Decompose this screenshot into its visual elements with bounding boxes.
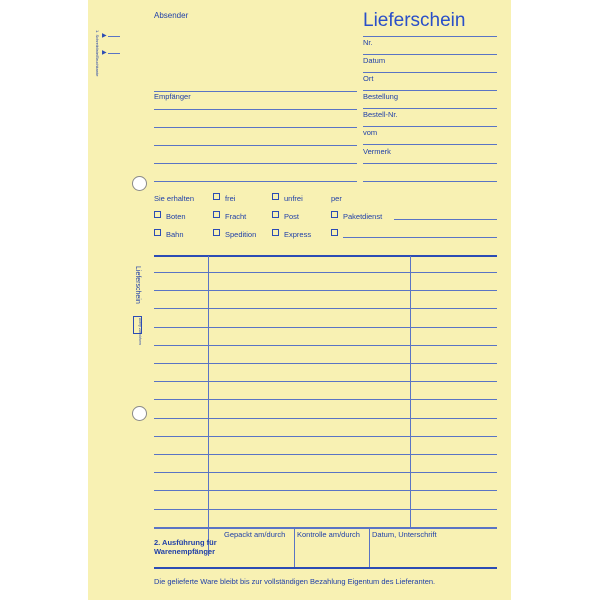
bahn-checkbox[interactable] [154,229,161,236]
table-row-rule [154,308,497,309]
page-title: Lieferschein [363,10,466,31]
paketdienst-line [394,219,497,220]
fracht-checkbox[interactable] [213,211,220,218]
spedition-label: Spedition [225,230,257,239]
table-row-rule [154,472,497,473]
table-row-rule [154,290,497,291]
table-bottom-rule [154,567,497,569]
other-shipping-checkbox[interactable] [331,229,338,236]
fracht-label: Fracht [225,212,247,221]
vermerk-line [363,163,497,164]
table-row-rule [154,418,497,419]
punch-hole-top [132,176,147,191]
table-row-rule [154,509,497,510]
vermerk-label: Vermerk [363,147,391,156]
table-row-rule [154,399,497,400]
datum-unterschrift-label: Datum, Unterschrift [372,530,437,539]
express-checkbox[interactable] [272,229,279,236]
vom-line [363,144,497,145]
datum-label: Datum [363,56,386,65]
nr-line [363,54,497,55]
bahn-label: Bahn [166,230,184,239]
fold-mark-label: 1. Schreiblinie/Bruchkante [95,30,100,77]
table-row-rule [154,490,497,491]
brand-logo-text: Avery Zweckform [138,318,142,345]
table-row-rule [154,327,497,328]
table-row-rule [154,272,497,273]
paketdienst-checkbox[interactable] [331,211,338,218]
signature-top-rule [154,528,497,529]
post-label: Post [284,212,300,221]
recipient-line [154,109,357,110]
other-shipping-line [343,237,497,238]
ort-line [363,90,497,91]
bestellung-label: Bestellung [363,92,399,101]
recipient-line [154,127,357,128]
fold-mark-arrow: ▶ [102,50,107,56]
table-column-rule [208,256,209,556]
kontrolle-label: Kontrolle am/durch [297,530,360,539]
ort-label: Ort [363,74,374,83]
fold-mark-line [108,53,120,54]
express-label: Express [284,230,312,239]
footer-note: Die gelieferte Ware bleibt bis zur vollständigen Bezahlung Eigentum des Lieferanten. [154,577,436,586]
table-column-rule [410,256,411,527]
bestell-nr-line [363,126,497,127]
table-row-rule [154,345,497,346]
spedition-checkbox[interactable] [213,229,220,236]
recipient-line [154,181,357,182]
table-row-rule [154,436,497,437]
vom-label: vom [363,128,378,137]
recipient-line [154,145,357,146]
punch-hole-bottom [132,406,147,421]
boten-label: Boten [166,212,186,221]
copy-note-line2: Warenempfänger [154,547,215,556]
title-line [363,36,497,37]
copy-note-line1: 2. Ausführung für [154,538,217,547]
signature-column-rule [369,528,370,567]
frei-checkbox[interactable] [213,193,220,200]
post-checkbox[interactable] [272,211,279,218]
boten-checkbox[interactable] [154,211,161,218]
table-top-rule [154,255,497,257]
nr-label: Nr. [363,38,373,47]
signature-column-rule [294,528,295,567]
fold-mark-arrow: ▶ [102,33,107,39]
sie-erhalten-label: Sie erhalten [154,194,195,203]
table-row-rule [154,454,497,455]
frei-label: frei [225,194,236,203]
bestellung-line [363,108,497,109]
per-label: per [331,194,342,203]
table-row-rule [154,381,497,382]
unfrei-checkbox[interactable] [272,193,279,200]
fold-mark-line [108,36,120,37]
recipient-label: Empfänger [154,92,191,101]
vermerk-line [363,181,497,182]
gepackt-label: Gepackt am/durch [224,530,286,539]
recipient-line [154,163,357,164]
datum-line [363,72,497,73]
sender-label: Absender [154,11,189,20]
unfrei-label: unfrei [284,194,303,203]
bestell-nr-label: Bestell-Nr. [363,110,398,119]
paketdienst-label: Paketdienst [343,212,383,221]
table-row-rule [154,363,497,364]
side-title: Lieferschein [134,266,141,304]
